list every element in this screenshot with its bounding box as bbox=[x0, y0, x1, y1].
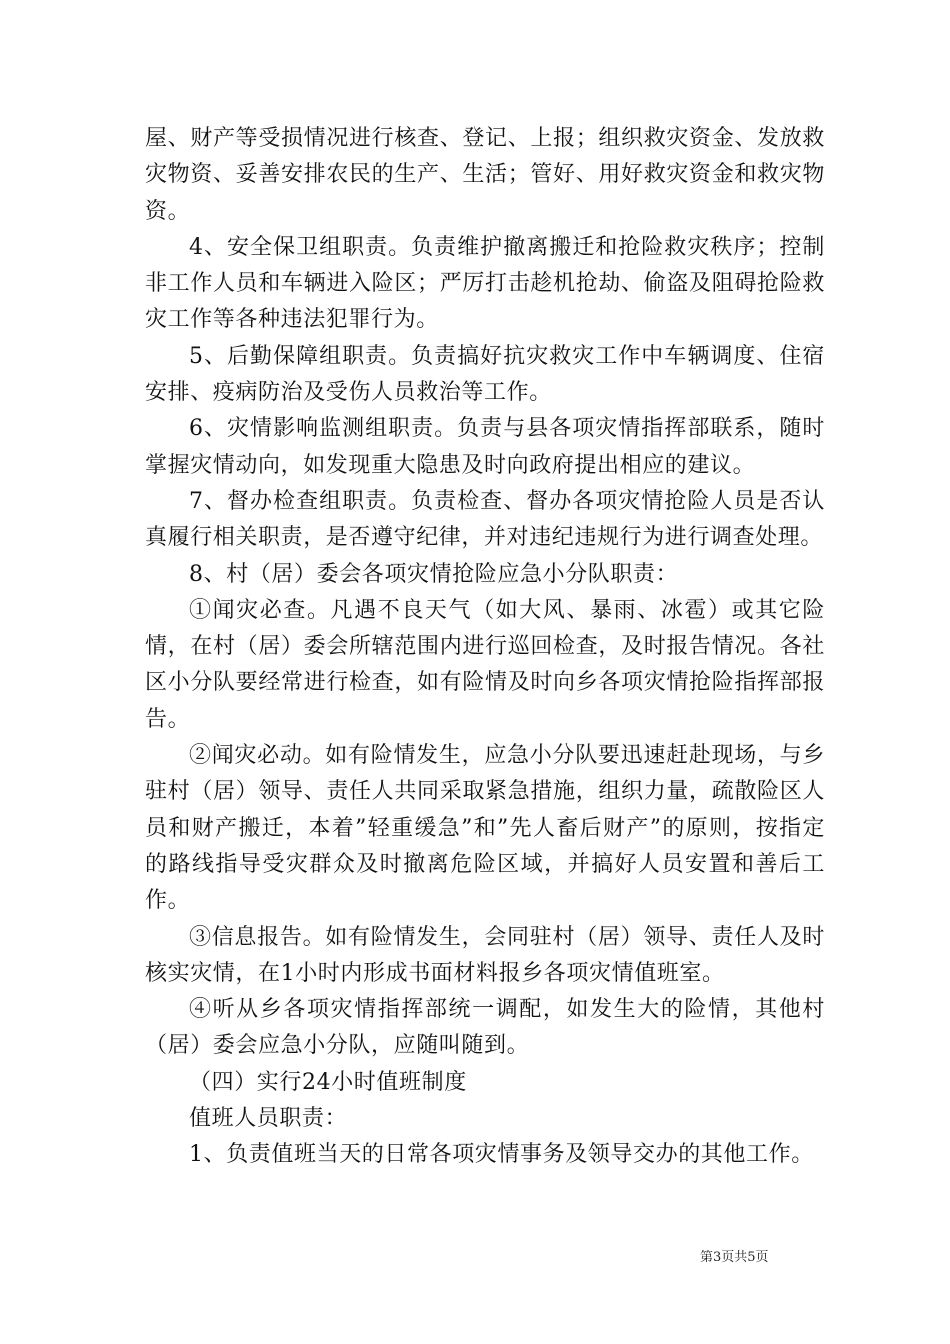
paragraph-2: 4、安全保卫组职责。负责维护撤离搬迁和抢险救灾秩序；控制非工作人员和车辆进入险区；严厉打击趁机抢劫、偷盗及阻碍抢险救灾工作等各种违法犯罪行为。 bbox=[145, 234, 825, 333]
paragraph-13: 1、负责值班当天的日常各项灾情事务及领导交办的其他工作。 bbox=[189, 1142, 814, 1168]
paragraph-4: 6、灾情影响监测组职责。负责与县各项灾情指挥部联系，随时掌握灾情动向，如发现重大隐患及时向政府提出相应的建议。 bbox=[145, 416, 825, 478]
paragraph-10: ④听从乡各项灾情指挥部统一调配，如发生大的险情，其他村（居）委会应急小分队，应随叫随到。 bbox=[145, 997, 825, 1059]
paragraph-12: 值班人员职责： bbox=[189, 1106, 348, 1132]
paragraph-3: 5、后勤保障组职责。负责搞好抗灾救灾工作中车辆调度、住宿安排、疫病防治及受伤人员救治等工作。 bbox=[145, 343, 825, 406]
document-body bbox=[145, 121, 825, 1174]
paragraph-8: ②闻灾必动。如有险情发生，应急小分队要迅速赶赴现场，与乡驻村（居）领导、责任人共同采取紧急措施，组织力量，疏散险区人员和财产搬迁，本着”轻重缓急”和”先人畜后财产”的原则，按指定的路线指导受灾群众及时撤离危险区域，并搞好人员安置和善后工作。 bbox=[145, 743, 825, 914]
paragraph-7: ①闻灾必查。凡遇不良天气（如大风、暴雨、冰雹）或其它险情，在村（居）委会所辖范围内进行巡回检查，及时报告情况。各社区小分队要经常进行检查，如有险情及时向乡各项灾情抢险指挥部报告。 bbox=[145, 597, 825, 732]
page-number-footer: 第3页共5页 bbox=[700, 1250, 769, 1265]
paragraph-11: （四）实行24小时值班制度 bbox=[189, 1069, 467, 1095]
paragraph-1: 屋、财产等受损情况进行核查、登记、上报；组织救灾资金、发放救灾物资、妥善安排农民的生产、生活；管好、用好救灾资金和救灾物资。 bbox=[145, 126, 825, 224]
paragraph-5: 7、督办检查组职责。负责检查、督办各项灾情抢险人员是否认真履行相关职责，是否遵守纪律，并对违纪违规行为进行调查处理。 bbox=[145, 488, 825, 551]
paragraph-9: ③信息报告。如有险情发生，会同驻村（居）领导、责任人及时核实灾情，在1小时内形成书面材料报乡各项灾情值班室。 bbox=[145, 924, 825, 986]
paragraph-6: 8、村（居）委会各项灾情抢险应急小分队职责： bbox=[189, 561, 679, 587]
